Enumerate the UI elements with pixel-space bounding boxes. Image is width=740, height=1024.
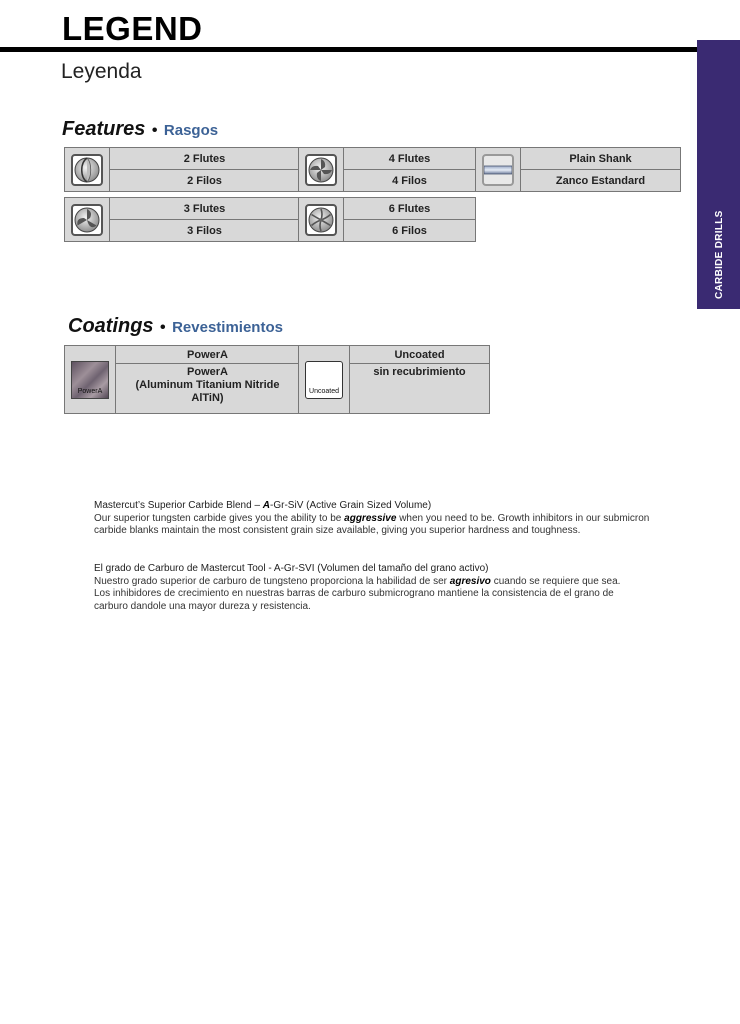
coating-name: PowerA — [116, 346, 299, 364]
feature-plain-shank — [475, 147, 681, 192]
carbide-blend-es-line: Nuestro grado superior de carburo de tungsteno proporciona la habilidad de ser agresivo cuando se requiere que sea. — [94, 575, 621, 587]
two-flute-end-icon — [71, 154, 103, 186]
feature-3-flutes — [64, 197, 300, 242]
coating-desc-line: PowerA — [187, 366, 228, 378]
feature-label-en: 4 Flutes — [344, 148, 475, 170]
powera-swatch — [71, 361, 109, 399]
features-heading — [62, 118, 218, 141]
coating-desc-line: (Aluminum Titanium Nitride — [135, 379, 280, 391]
feature-4-flutes — [298, 147, 476, 192]
feature-label-es: 3 Filos — [187, 224, 222, 237]
coating-uncoated — [298, 345, 490, 414]
side-tab-label: CARBIDE DRILLS — [713, 210, 725, 299]
carbide-blend-en-line: Our superior tungsten carbide gives you the ability to be aggressive when you need to be. Growth inhibitors in our submicron — [94, 512, 650, 524]
coating-description: sin recubrimiento — [373, 366, 466, 378]
swatch-label: PowerA — [77, 387, 103, 395]
features-heading-bullet: • — [151, 122, 158, 139]
feature-6-flutes — [298, 197, 476, 242]
coating-description — [116, 364, 299, 413]
carbide-blend-es — [94, 563, 664, 613]
four-flute-end-icon — [305, 154, 337, 186]
carbide-blend-en-line: carbide blanks maintain the most consistent grain size available, giving you superior hardness and toughness. — [94, 525, 581, 536]
coating-name: Uncoated — [350, 346, 489, 364]
plain-shank-icon — [482, 154, 514, 186]
page-title: LEGEND — [62, 10, 203, 47]
carbide-blend-en-title: Mastercut’s Superior Carbide Blend – A-Gr-SiV (Active Grain Sized Volume) — [94, 500, 432, 511]
page-subtitle: Leyenda — [61, 60, 142, 83]
feature-label-es: 6 Filos — [392, 224, 427, 237]
feature-label-en: 6 Flutes — [344, 198, 475, 220]
feature-label-es: 2 Filos — [187, 174, 222, 187]
carbide-blend-es-title: El grado de Carburo de Mastercut Tool - A-Gr-SVI (Volumen del tamaño del grano activo) — [94, 563, 489, 574]
coatings-heading-bullet: • — [160, 319, 166, 336]
features-heading-es: Rasgos — [163, 122, 219, 139]
carbide-blend-en — [94, 500, 664, 538]
title-rule — [0, 47, 700, 52]
feature-label-es: Zanco Estandard — [555, 174, 646, 187]
feature-label-en: 2 Flutes — [110, 148, 299, 170]
coating-powera — [64, 345, 300, 414]
coatings-heading-en: Coatings — [68, 315, 154, 337]
coating-desc-line: AlTiN) — [191, 392, 224, 404]
coatings-heading — [68, 315, 283, 338]
features-heading-en: Features — [62, 118, 146, 140]
section-side-tab — [697, 40, 740, 309]
six-flute-end-icon — [305, 204, 337, 236]
feature-label-en: Plain Shank — [521, 148, 680, 170]
feature-label-en: 3 Flutes — [110, 198, 299, 220]
carbide-blend-es-line: carburo dandole una mayor dureza y resistencia. — [94, 600, 311, 612]
feature-label-es: 4 Filos — [392, 174, 427, 187]
feature-2-flutes — [64, 147, 300, 192]
coatings-heading-es: Revestimientos — [172, 319, 283, 336]
swatch-label: Uncoated — [309, 387, 339, 395]
carbide-blend-es-line: Los inhibidores de crecimiento en nuestras barras de carburo submicrograno mantiene la consistencia de el grano de — [94, 588, 614, 599]
three-flute-end-icon — [71, 204, 103, 236]
uncoated-swatch — [305, 361, 343, 399]
